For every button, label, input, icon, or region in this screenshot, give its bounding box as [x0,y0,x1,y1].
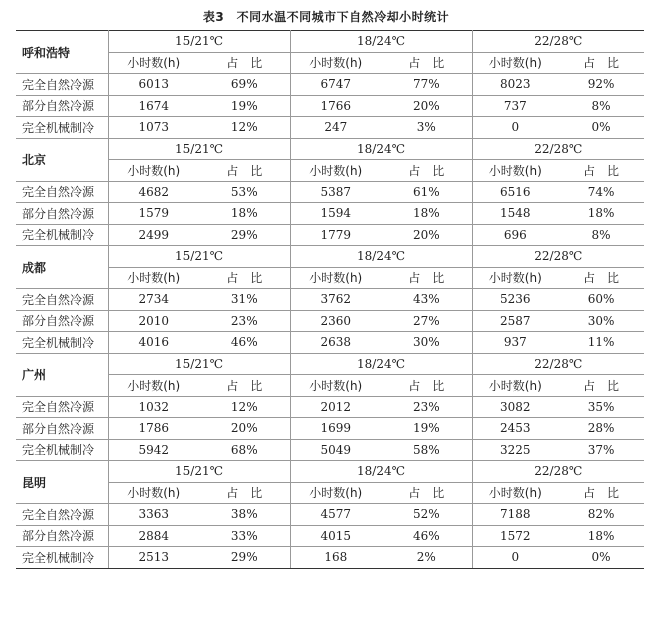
hours-cell: 6747 [290,74,381,96]
ratio-column-header: 占 比 [381,375,472,397]
temp-range-header: 22/28℃ [472,31,644,53]
ratio-cell: 12% [199,396,290,418]
table-row [16,74,644,96]
city-name: 呼和浩特 [16,31,108,74]
table-row [16,310,644,332]
ratio-cell: 29% [199,224,290,246]
table-row [16,203,644,225]
ratio-cell: 60% [558,289,644,311]
hours-cell: 1786 [108,418,199,440]
ratio-cell: 30% [381,332,472,354]
hours-cell: 5049 [290,439,381,461]
city-name: 昆明 [16,461,108,504]
ratio-column-header: 占 比 [199,482,290,504]
hours-column-header: 小时数(h) [108,482,199,504]
hours-column-header: 小时数(h) [290,267,381,289]
temp-range-header: 22/28℃ [472,353,644,375]
table-row [16,332,644,354]
hours-column-header: 小时数(h) [472,267,558,289]
ratio-column-header: 占 比 [199,160,290,182]
hours-cell: 2360 [290,310,381,332]
table-row [16,439,644,461]
hours-cell: 2734 [108,289,199,311]
hours-cell: 2012 [290,396,381,418]
ratio-column-header: 占 比 [381,52,472,74]
table-row [16,525,644,547]
table-row [16,95,644,117]
row-label: 完全机械制冷 [16,117,108,139]
hours-column-header: 小时数(h) [472,52,558,74]
temp-range-header: 18/24℃ [290,31,472,53]
hours-column-header: 小时数(h) [290,482,381,504]
cooling-hours-table [16,30,644,569]
table-row [16,547,644,569]
ratio-cell: 0% [558,117,644,139]
ratio-cell: 37% [558,439,644,461]
temp-range-header: 22/28℃ [472,138,644,160]
ratio-cell: 82% [558,504,644,526]
ratio-cell: 77% [381,74,472,96]
city-header-row [16,461,644,483]
ratio-cell: 58% [381,439,472,461]
row-label: 部分自然冷源 [16,203,108,225]
row-label: 完全自然冷源 [16,289,108,311]
row-label: 完全机械制冷 [16,224,108,246]
hours-cell: 1699 [290,418,381,440]
hours-cell: 737 [472,95,558,117]
ratio-cell: 20% [199,418,290,440]
row-label: 完全机械制冷 [16,439,108,461]
table-row [16,289,644,311]
ratio-cell: 46% [199,332,290,354]
temp-range-header: 15/21℃ [108,461,290,483]
ratio-cell: 12% [199,117,290,139]
sub-header-row [16,482,644,504]
hours-column-header: 小时数(h) [108,375,199,397]
hours-cell: 1579 [108,203,199,225]
hours-column-header: 小时数(h) [472,375,558,397]
hours-cell: 1073 [108,117,199,139]
row-label: 完全自然冷源 [16,181,108,203]
city-header-row [16,353,644,375]
hours-cell: 2453 [472,418,558,440]
sub-header-row [16,267,644,289]
ratio-cell: 18% [558,203,644,225]
ratio-cell: 38% [199,504,290,526]
ratio-cell: 43% [381,289,472,311]
hours-cell: 6013 [108,74,199,96]
hours-cell: 7188 [472,504,558,526]
city-header-row [16,31,644,53]
hours-column-header: 小时数(h) [108,267,199,289]
row-label: 完全自然冷源 [16,504,108,526]
temp-range-header: 22/28℃ [472,246,644,268]
hours-cell: 2513 [108,547,199,569]
ratio-cell: 35% [558,396,644,418]
hours-cell: 4015 [290,525,381,547]
ratio-cell: 27% [381,310,472,332]
temp-range-header: 18/24℃ [290,461,472,483]
hours-cell: 1548 [472,203,558,225]
ratio-cell: 20% [381,224,472,246]
temp-range-header: 15/21℃ [108,353,290,375]
sub-header-row [16,160,644,182]
row-label: 完全机械制冷 [16,547,108,569]
ratio-cell: 53% [199,181,290,203]
hours-cell: 2638 [290,332,381,354]
ratio-cell: 68% [199,439,290,461]
row-label: 部分自然冷源 [16,310,108,332]
table-row [16,117,644,139]
ratio-cell: 11% [558,332,644,354]
hours-cell: 2499 [108,224,199,246]
hours-cell: 168 [290,547,381,569]
ratio-cell: 92% [558,74,644,96]
hours-column-header: 小时数(h) [290,52,381,74]
hours-cell: 5236 [472,289,558,311]
hours-column-header: 小时数(h) [472,160,558,182]
hours-cell: 2884 [108,525,199,547]
ratio-cell: 2% [381,547,472,569]
temp-range-header: 22/28℃ [472,461,644,483]
hours-cell: 8023 [472,74,558,96]
city-header-row [16,246,644,268]
hours-cell: 2010 [108,310,199,332]
hours-cell: 3363 [108,504,199,526]
ratio-column-header: 占 比 [199,267,290,289]
ratio-cell: 18% [558,525,644,547]
ratio-column-header: 占 比 [558,160,644,182]
table-row [16,418,644,440]
ratio-cell: 0% [558,547,644,569]
hours-cell: 4577 [290,504,381,526]
hours-cell: 1779 [290,224,381,246]
hours-cell: 696 [472,224,558,246]
ratio-column-header: 占 比 [381,482,472,504]
ratio-cell: 28% [558,418,644,440]
ratio-cell: 18% [381,203,472,225]
ratio-column-header: 占 比 [381,160,472,182]
hours-cell: 3225 [472,439,558,461]
ratio-cell: 19% [381,418,472,440]
table-row [16,396,644,418]
row-label: 部分自然冷源 [16,525,108,547]
ratio-column-header: 占 比 [558,375,644,397]
ratio-cell: 19% [199,95,290,117]
hours-column-header: 小时数(h) [108,52,199,74]
hours-cell: 4682 [108,181,199,203]
temp-range-header: 15/21℃ [108,31,290,53]
city-name: 成都 [16,246,108,289]
ratio-cell: 20% [381,95,472,117]
ratio-cell: 18% [199,203,290,225]
ratio-column-header: 占 比 [558,52,644,74]
hours-cell: 0 [472,547,558,569]
hours-cell: 4016 [108,332,199,354]
ratio-cell: 23% [199,310,290,332]
row-label: 完全自然冷源 [16,396,108,418]
hours-cell: 1032 [108,396,199,418]
hours-column-header: 小时数(h) [472,482,558,504]
ratio-column-header: 占 比 [199,52,290,74]
ratio-cell: 46% [381,525,472,547]
ratio-column-header: 占 比 [381,267,472,289]
hours-cell: 6516 [472,181,558,203]
temp-range-header: 18/24℃ [290,138,472,160]
ratio-cell: 31% [199,289,290,311]
hours-cell: 5942 [108,439,199,461]
hours-column-header: 小时数(h) [290,160,381,182]
ratio-cell: 23% [381,396,472,418]
hours-cell: 5387 [290,181,381,203]
temp-range-header: 15/21℃ [108,246,290,268]
ratio-cell: 8% [558,95,644,117]
sub-header-row [16,375,644,397]
city-name: 广州 [16,353,108,396]
ratio-cell: 74% [558,181,644,203]
ratio-cell: 33% [199,525,290,547]
ratio-column-header: 占 比 [199,375,290,397]
hours-cell: 1594 [290,203,381,225]
ratio-cell: 3% [381,117,472,139]
ratio-cell: 30% [558,310,644,332]
temp-range-header: 15/21℃ [108,138,290,160]
temp-range-header: 18/24℃ [290,353,472,375]
hours-cell: 1674 [108,95,199,117]
table-row [16,504,644,526]
table-row [16,224,644,246]
hours-cell: 937 [472,332,558,354]
hours-column-header: 小时数(h) [108,160,199,182]
hours-cell: 0 [472,117,558,139]
city-name: 北京 [16,138,108,181]
hours-cell: 3762 [290,289,381,311]
ratio-column-header: 占 比 [558,267,644,289]
hours-cell: 1572 [472,525,558,547]
ratio-column-header: 占 比 [558,482,644,504]
row-label: 部分自然冷源 [16,95,108,117]
ratio-cell: 61% [381,181,472,203]
ratio-cell: 29% [199,547,290,569]
table-caption: 表3 不同水温不同城市下自然冷却小时统计 [202,10,450,24]
row-label: 完全自然冷源 [16,74,108,96]
hours-cell: 3082 [472,396,558,418]
temp-range-header: 18/24℃ [290,246,472,268]
hours-cell: 1766 [290,95,381,117]
table-row [16,181,644,203]
row-label: 部分自然冷源 [16,418,108,440]
city-header-row [16,138,644,160]
ratio-cell: 52% [381,504,472,526]
hours-cell: 2587 [472,310,558,332]
hours-cell: 247 [290,117,381,139]
ratio-cell: 69% [199,74,290,96]
ratio-cell: 8% [558,224,644,246]
hours-column-header: 小时数(h) [290,375,381,397]
sub-header-row [16,52,644,74]
row-label: 完全机械制冷 [16,332,108,354]
